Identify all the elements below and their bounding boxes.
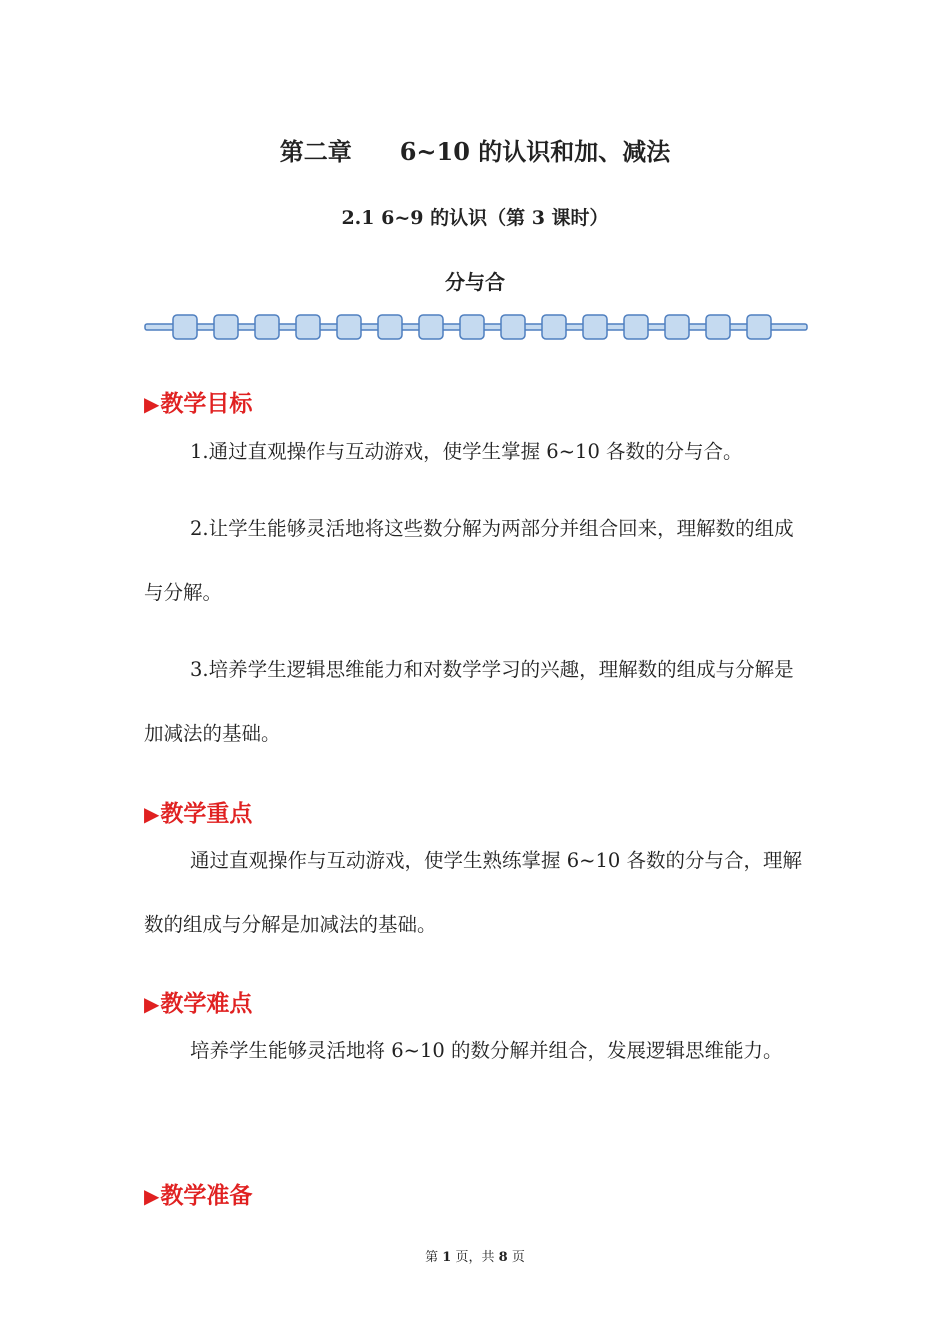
- objective-item-3: 3.培养学生逻辑思维能力和对数学学习的兴趣，理解数的组成与分解是加减法的基础。: [144, 658, 794, 745]
- current-page-number: 1: [442, 1250, 452, 1265]
- triangle-marker-icon: ▶: [144, 992, 160, 1016]
- difficulties-text: 培养学生能够灵活地将 6~10 的数分解并组合，发展逻辑思维能力。: [190, 1039, 783, 1062]
- divider-bead: [214, 315, 238, 339]
- footer-suffix: 页: [511, 1250, 525, 1265]
- triangle-marker-icon: ▶: [144, 392, 160, 416]
- objectives-heading-text: 教学目标: [160, 391, 253, 417]
- preparation-heading: [144, 1177, 252, 1210]
- bead-divider: [144, 312, 808, 342]
- divider-bead: [583, 315, 607, 339]
- footer-prefix: 第: [425, 1250, 439, 1265]
- triangle-marker-icon: ▶: [144, 1184, 160, 1208]
- total-page-count: 8: [498, 1250, 508, 1265]
- lesson-title: 分与合: [445, 270, 505, 294]
- divider-bead: [460, 315, 484, 339]
- key-points-heading: [144, 795, 252, 828]
- divider-bead: [419, 315, 443, 339]
- preparation-heading-text: 教学准备: [160, 1183, 253, 1209]
- footer-middle: 页，共: [455, 1250, 495, 1265]
- divider-bead: [706, 315, 730, 339]
- divider-bead: [255, 315, 279, 339]
- divider-bead: [337, 315, 361, 339]
- divider-bead: [542, 315, 566, 339]
- page-footer: [0, 1246, 950, 1265]
- divider-bead: [665, 315, 689, 339]
- objective-item-1: 1.通过直观操作与互动游戏，使学生掌握 6~10 各数的分与合。: [190, 440, 743, 463]
- divider-bead: [173, 315, 197, 339]
- key-points-heading-text: 教学重点: [160, 801, 253, 827]
- difficulties-heading: [144, 985, 252, 1018]
- difficulties-heading-text: 教学难点: [160, 991, 253, 1017]
- divider-bead: [747, 315, 771, 339]
- objective-item-2: 2.让学生能够灵活地将这些数分解为两部分并组合回来，理解数的组成与分解。: [144, 517, 794, 604]
- divider-bead: [296, 315, 320, 339]
- section-title: 2.1 6~9 的认识（第 3 课时）: [341, 207, 609, 229]
- divider-bead: [378, 315, 402, 339]
- objectives-heading: [144, 385, 252, 418]
- divider-bead: [624, 315, 648, 339]
- key-points-text: 通过直观操作与互动游戏，使学生熟练掌握 6~10 各数的分与合，理解数的组成与分解是加减法的基础。: [144, 849, 802, 936]
- divider-bead: [501, 315, 525, 339]
- chapter-title: 第二章 6~10 的认识和加、减法: [279, 137, 671, 166]
- triangle-marker-icon: ▶: [144, 802, 160, 826]
